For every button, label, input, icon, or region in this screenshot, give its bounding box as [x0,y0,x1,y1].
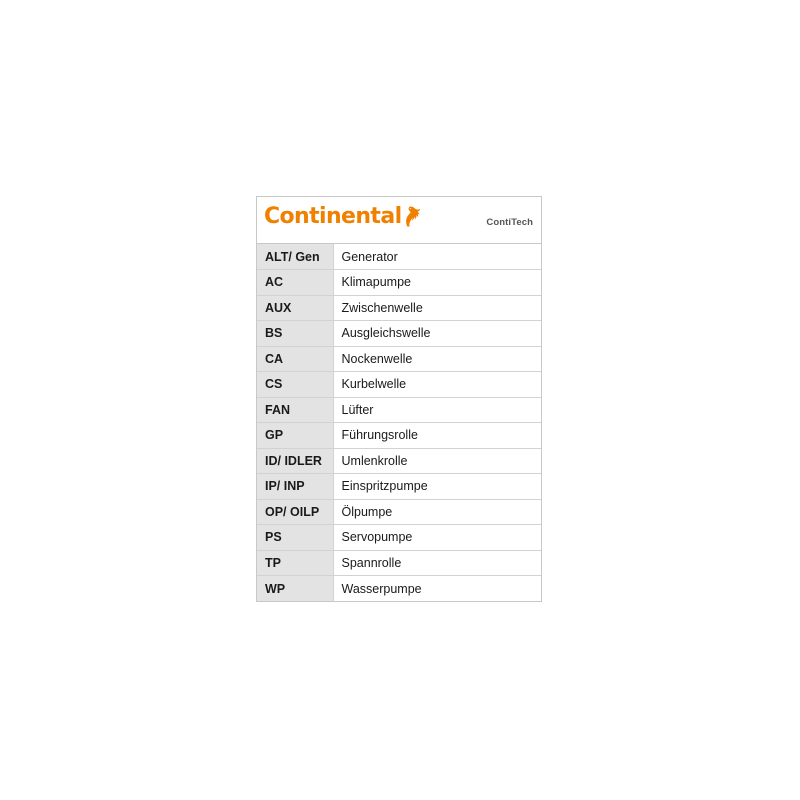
term-cell: Klimapumpe [333,270,541,296]
abbr-cell: WP [257,576,333,602]
term-cell: Lüfter [333,397,541,423]
abbr-cell: TP [257,550,333,576]
abbr-cell: PS [257,525,333,551]
abbr-cell: IP/ INP [257,474,333,500]
term-cell: Nockenwelle [333,346,541,372]
term-cell: Umlenkrolle [333,448,541,474]
table-row [257,499,541,525]
term-cell: Ausgleichswelle [333,321,541,347]
table-row [257,423,541,449]
term-cell: Ölpumpe [333,499,541,525]
term-cell: Kurbelwelle [333,372,541,398]
table-row [257,550,541,576]
abbr-cell: CA [257,346,333,372]
legend-header [257,197,541,244]
term-cell: Wasserpumpe [333,576,541,602]
table-row [257,448,541,474]
term-cell: Servopumpe [333,525,541,551]
table-row [257,346,541,372]
abbreviation-table [257,244,541,601]
abbr-cell: FAN [257,397,333,423]
table-row [257,321,541,347]
table-row [257,295,541,321]
table-row [257,270,541,296]
horse-logo-icon [404,206,421,227]
term-cell: Spannrolle [333,550,541,576]
abbr-cell: AUX [257,295,333,321]
abbr-cell: GP [257,423,333,449]
continental-logo [264,206,421,228]
term-cell: Einspritzpumpe [333,474,541,500]
table-row [257,397,541,423]
abbr-cell: ALT/ Gen [257,244,333,270]
term-cell: Generator [333,244,541,270]
table-row [257,474,541,500]
table-row [257,244,541,270]
term-cell: Zwischenwelle [333,295,541,321]
table-row [257,525,541,551]
abbr-cell: OP/ OILP [257,499,333,525]
abbr-cell: BS [257,321,333,347]
abbreviation-legend-card [256,196,542,602]
brand-wordmark: Continental [264,204,402,229]
sub-brand-label: ContiTech [486,217,533,228]
abbr-cell: AC [257,270,333,296]
abbr-cell: ID/ IDLER [257,448,333,474]
term-cell: Führungsrolle [333,423,541,449]
table-row [257,576,541,602]
table-row [257,372,541,398]
abbr-cell: CS [257,372,333,398]
